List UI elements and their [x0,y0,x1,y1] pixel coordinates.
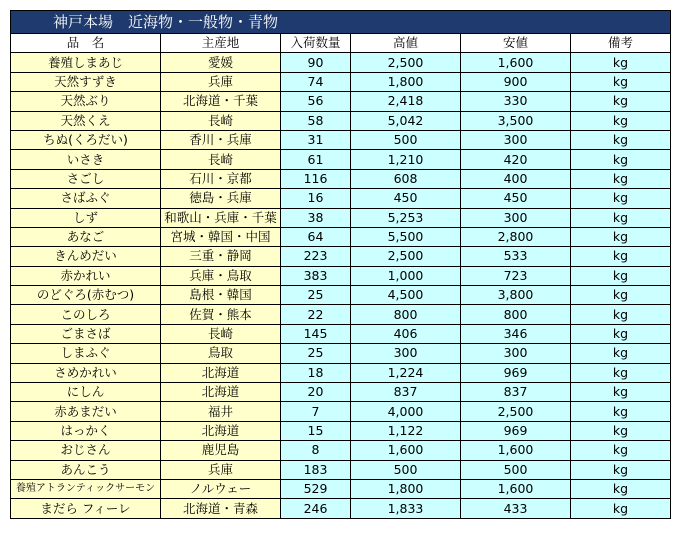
cell-low-price: 346 [461,324,571,343]
cell-product-name: さばふぐ [11,189,161,208]
cell-unit: kg [571,266,671,285]
cell-product-name: さめかれい [11,363,161,382]
cell-product-name: あんこう [11,460,161,479]
cell-high-price: 1,600 [351,441,461,460]
cell-low-price: 533 [461,247,571,266]
cell-origin: 兵庫 [161,460,281,479]
cell-origin: 愛媛 [161,53,281,72]
table-row [11,460,671,479]
table-row [11,383,671,402]
cell-low-price: 420 [461,150,571,169]
cell-quantity: 25 [281,286,351,305]
cell-origin: 長崎 [161,111,281,130]
cell-unit: kg [571,363,671,382]
cell-high-price: 4,000 [351,402,461,421]
cell-origin: 和歌山・兵庫・千葉 [161,208,281,227]
cell-unit: kg [571,247,671,266]
cell-quantity: 16 [281,189,351,208]
table-row [11,227,671,246]
table-row [11,169,671,188]
cell-origin: 宮城・韓国・中国 [161,227,281,246]
cell-quantity: 246 [281,499,351,518]
cell-product-name: しず [11,208,161,227]
cell-high-price: 1,122 [351,421,461,440]
cell-product-name: はっかく [11,421,161,440]
cell-unit: kg [571,460,671,479]
cell-origin: 兵庫・鳥取 [161,266,281,285]
cell-origin: 北海道 [161,363,281,382]
cell-origin: 三重・静岡 [161,247,281,266]
cell-product-name: 赤あまだい [11,402,161,421]
header-remarks: 備考 [571,34,671,53]
cell-product-name: 天然くえ [11,111,161,130]
cell-low-price: 1,600 [461,53,571,72]
cell-low-price: 969 [461,421,571,440]
cell-low-price: 837 [461,383,571,402]
cell-quantity: 20 [281,383,351,402]
cell-product-name: さごし [11,169,161,188]
cell-unit: kg [571,150,671,169]
cell-quantity: 7 [281,402,351,421]
cell-product-name: ちぬ(くろだい) [11,130,161,149]
cell-quantity: 31 [281,130,351,149]
cell-low-price: 1,600 [461,479,571,498]
header-quantity: 入荷数量 [281,34,351,53]
cell-unit: kg [571,111,671,130]
cell-origin: 福井 [161,402,281,421]
title-row [11,11,671,34]
cell-low-price: 300 [461,344,571,363]
cell-product-name: 赤かれい [11,266,161,285]
cell-product-name: あなご [11,227,161,246]
cell-quantity: 145 [281,324,351,343]
cell-low-price: 3,500 [461,111,571,130]
cell-quantity: 15 [281,421,351,440]
cell-low-price: 1,600 [461,441,571,460]
cell-unit: kg [571,305,671,324]
table-row [11,208,671,227]
cell-high-price: 1,833 [351,499,461,518]
cell-high-price: 5,500 [351,227,461,246]
table-row [11,266,671,285]
cell-origin: 兵庫 [161,72,281,91]
cell-product-name: いさき [11,150,161,169]
header-high-price: 高値 [351,34,461,53]
table-body [11,53,671,518]
cell-unit: kg [571,441,671,460]
cell-unit: kg [571,499,671,518]
table-row [11,92,671,111]
table-row [11,324,671,343]
cell-quantity: 25 [281,344,351,363]
cell-unit: kg [571,72,671,91]
cell-high-price: 5,042 [351,111,461,130]
header-row [11,34,671,53]
cell-low-price: 330 [461,92,571,111]
cell-unit: kg [571,208,671,227]
cell-high-price: 4,500 [351,286,461,305]
cell-high-price: 1,800 [351,72,461,91]
cell-high-price: 800 [351,305,461,324]
cell-unit: kg [571,227,671,246]
cell-low-price: 450 [461,189,571,208]
cell-low-price: 900 [461,72,571,91]
cell-quantity: 18 [281,363,351,382]
cell-origin: 長崎 [161,150,281,169]
cell-high-price: 2,500 [351,247,461,266]
cell-unit: kg [571,383,671,402]
cell-product-name: しまふぐ [11,344,161,363]
cell-high-price: 500 [351,130,461,149]
cell-low-price: 800 [461,305,571,324]
cell-low-price: 300 [461,130,571,149]
table-row [11,479,671,498]
cell-high-price: 406 [351,324,461,343]
cell-unit: kg [571,402,671,421]
cell-origin: 鹿児島 [161,441,281,460]
cell-unit: kg [571,53,671,72]
cell-unit: kg [571,130,671,149]
cell-product-name: まだら フィーレ [11,499,161,518]
cell-origin: 石川・京都 [161,169,281,188]
table-row [11,189,671,208]
table-row [11,363,671,382]
cell-product-name: ごまさば [11,324,161,343]
table-row [11,247,671,266]
cell-low-price: 723 [461,266,571,285]
table-row [11,344,671,363]
cell-product-name: 天然すずき [11,72,161,91]
table-row [11,441,671,460]
cell-origin: ノルウェー [161,479,281,498]
cell-high-price: 500 [351,460,461,479]
cell-unit: kg [571,324,671,343]
table-row [11,111,671,130]
cell-origin: 北海道・青森 [161,499,281,518]
header-low-price: 安値 [461,34,571,53]
cell-origin: 北海道 [161,383,281,402]
table-row [11,305,671,324]
table-row [11,286,671,305]
table-row [11,150,671,169]
cell-origin: 徳島・兵庫 [161,189,281,208]
cell-high-price: 608 [351,169,461,188]
cell-high-price: 450 [351,189,461,208]
cell-product-name: 養殖しまあじ [11,53,161,72]
table-title: 神戸本場 近海物・一般物・青物 [11,11,671,34]
cell-origin: 長崎 [161,324,281,343]
cell-high-price: 1,000 [351,266,461,285]
cell-high-price: 5,253 [351,208,461,227]
table-row [11,499,671,518]
table-row [11,402,671,421]
cell-low-price: 969 [461,363,571,382]
cell-unit: kg [571,421,671,440]
cell-low-price: 2,800 [461,227,571,246]
cell-quantity: 529 [281,479,351,498]
cell-product-name: にしん [11,383,161,402]
cell-unit: kg [571,169,671,188]
cell-product-name: おじさん [11,441,161,460]
cell-quantity: 64 [281,227,351,246]
cell-product-name: 天然ぶり [11,92,161,111]
cell-unit: kg [571,189,671,208]
cell-quantity: 223 [281,247,351,266]
table-row [11,421,671,440]
cell-product-name: きんめだい [11,247,161,266]
cell-quantity: 8 [281,441,351,460]
cell-quantity: 56 [281,92,351,111]
cell-high-price: 2,418 [351,92,461,111]
cell-unit: kg [571,92,671,111]
cell-unit: kg [571,286,671,305]
cell-product-name: のどぐろ(赤むつ) [11,286,161,305]
cell-quantity: 383 [281,266,351,285]
cell-low-price: 400 [461,169,571,188]
cell-high-price: 1,800 [351,479,461,498]
cell-quantity: 183 [281,460,351,479]
cell-high-price: 1,210 [351,150,461,169]
cell-unit: kg [571,479,671,498]
header-product-name: 品 名 [11,34,161,53]
cell-quantity: 58 [281,111,351,130]
price-table [10,10,671,519]
cell-product-name: 養殖アトランティックサーモン [11,479,161,498]
cell-origin: 北海道 [161,421,281,440]
cell-low-price: 500 [461,460,571,479]
cell-high-price: 2,500 [351,53,461,72]
cell-unit: kg [571,344,671,363]
cell-quantity: 22 [281,305,351,324]
cell-high-price: 837 [351,383,461,402]
cell-origin: 香川・兵庫 [161,130,281,149]
cell-origin: 鳥取 [161,344,281,363]
cell-low-price: 433 [461,499,571,518]
cell-low-price: 2,500 [461,402,571,421]
cell-quantity: 61 [281,150,351,169]
cell-quantity: 116 [281,169,351,188]
cell-origin: 島根・韓国 [161,286,281,305]
table-row [11,72,671,91]
cell-quantity: 90 [281,53,351,72]
cell-quantity: 38 [281,208,351,227]
cell-low-price: 3,800 [461,286,571,305]
cell-high-price: 1,224 [351,363,461,382]
table-row [11,130,671,149]
header-origin: 主産地 [161,34,281,53]
cell-product-name: このしろ [11,305,161,324]
cell-low-price: 300 [461,208,571,227]
table-row [11,53,671,72]
cell-high-price: 300 [351,344,461,363]
cell-origin: 佐賀・熊本 [161,305,281,324]
cell-quantity: 74 [281,72,351,91]
cell-origin: 北海道・千葉 [161,92,281,111]
